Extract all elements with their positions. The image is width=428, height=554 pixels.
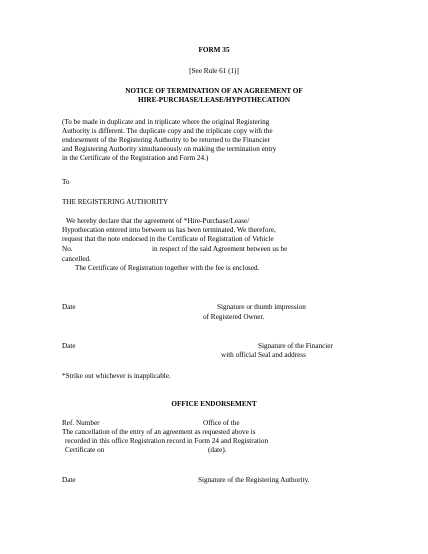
date-label: Date	[62, 342, 76, 350]
certificate-date-label: Certificate on	[65, 446, 105, 454]
owner-signature-label: Signature or thumb impression	[217, 303, 306, 311]
declaration-line: cancelled.	[62, 255, 91, 263]
declaration-line: The Certificate of Registration together with the fee is enclosed.	[75, 264, 260, 272]
date-label: Date	[62, 303, 76, 311]
instructions-line: and Registering Authority simultaneously on making the termination entry	[62, 145, 277, 153]
declaration-line: We hereby declare that the agreement of *Hire-Purchase/Lease/	[66, 217, 250, 225]
date-label: Date	[62, 476, 76, 484]
address-to: To	[62, 178, 70, 186]
registering-authority-signature-label: Signature of the Registering Authority.	[198, 476, 310, 484]
declaration-line: request that the note endorsed in the Certificate of Registration of Vehicle	[62, 235, 274, 243]
instructions-line: Authority is different. The duplicate copy and the triplicate copy with the	[62, 127, 273, 135]
instructions-line: (To be made in duplicate and in triplicate where the original Registering	[62, 118, 270, 126]
date-suffix: (date).	[208, 446, 227, 454]
form-title: FORM 35	[198, 46, 230, 54]
vehicle-number-label: No.	[62, 245, 73, 253]
financier-signature-label: with official Seal and address	[221, 351, 306, 359]
endorsement-line: The cancellation of the entry of an agreement as requested above is	[62, 428, 256, 436]
office-endorsement-heading: OFFICE ENDORSEMENT	[171, 400, 257, 408]
rule-reference: [See Rule 61 (1)]	[189, 67, 239, 75]
declaration-line: Hypothecation entered into between us has been terminated. We therefore,	[62, 226, 276, 234]
financier-signature-label: Signature of the Financier	[258, 342, 333, 350]
footnote: *Strike out whichever is inapplicable.	[62, 372, 171, 380]
instructions-line: endorsement of the Registering Authority to be returned to the Financier	[62, 136, 270, 144]
endorsement-line: recorded in this office Registration record in Form 24 and Registration	[65, 437, 269, 445]
office-of-label: Office of the	[203, 419, 240, 427]
address-recipient: THE REGISTERING AUTHORITY	[62, 198, 169, 206]
owner-signature-label: of Registered Owner.	[203, 313, 265, 321]
declaration-line: in respect of the said Agreement between us be	[152, 245, 288, 253]
ref-number-label: Ref. Number	[62, 419, 100, 427]
heading-line-2: HIRE-PURCHASE/LEASE/HYPOTHECATION	[137, 96, 291, 104]
instructions-line: in the Certificate of the Registration and Form 24.)	[62, 154, 209, 162]
heading-line-1: NOTICE OF TERMINATION OF AN AGREEMENT OF	[125, 87, 303, 95]
